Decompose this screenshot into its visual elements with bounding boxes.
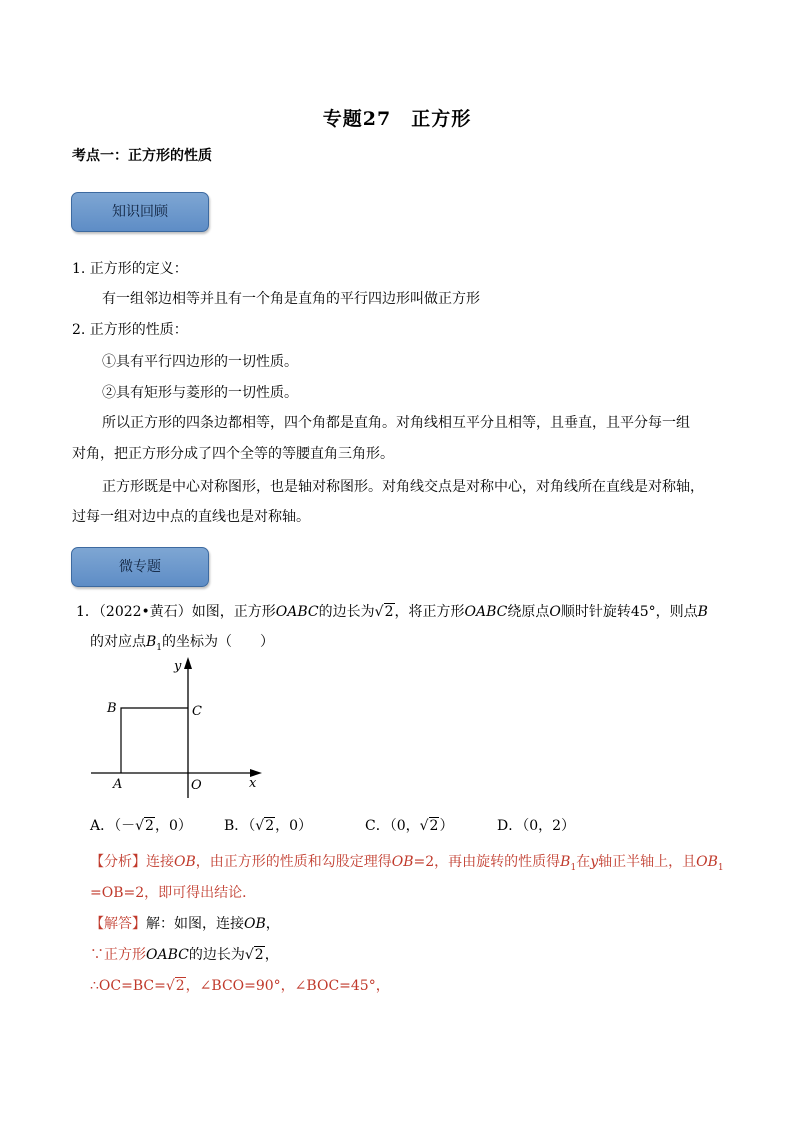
review-property-1: ①具有平行四边形的一切性质。 <box>102 354 298 370</box>
x-axis-label: x <box>249 776 257 791</box>
option-b[interactable]: B．（√2，0） <box>224 818 313 834</box>
analysis-line-2: =OB=2，即可得出结论． <box>90 885 257 901</box>
answer-line-3: ∴OC=BC=√2，∠BCO=90°，∠BOC=45°， <box>90 978 390 994</box>
option-c[interactable]: C．（0，√2） <box>365 818 454 834</box>
review-heading-definition: 1. 正方形的定义： <box>72 261 188 277</box>
micro-topic-button[interactable]: 微专题 <box>71 547 209 587</box>
point-c-label: C <box>192 704 202 719</box>
option-a[interactable]: A．（－√2，0） <box>90 818 192 834</box>
review-heading-properties: 2. 正方形的性质： <box>72 322 188 338</box>
review-property-2: ②具有矩形与菱形的一切性质。 <box>102 385 298 401</box>
y-axis-arrow <box>184 657 192 669</box>
problem-line-2: 的对应点$B_1$的坐标为（ ） <box>90 634 275 653</box>
point-a-label: A <box>113 777 123 792</box>
analysis-line-1: 【分析】连接OB，由正方形的性质和勾股定理得OB=2，再由旋转的性质得$B_1$在y轴正半轴上，且$OB_1$ <box>90 854 724 873</box>
coordinate-figure <box>85 655 275 805</box>
point-o-label: O <box>191 778 202 793</box>
section-heading: 考点一：正方形的性质 <box>72 148 212 164</box>
square-oabc <box>121 708 188 773</box>
point-b-label: B <box>107 701 117 716</box>
document-title: 专题27 正方形 <box>322 108 472 130</box>
knowledge-review-button[interactable]: 知识回顾 <box>71 192 209 232</box>
review-property-4b: 过每一组对边中点的直线也是对称轴。 <box>72 509 310 525</box>
answer-line-1: 【解答】解：如图，连接OB， <box>90 916 280 932</box>
option-d[interactable]: D．（0，2） <box>497 818 576 834</box>
review-property-3a: 所以正方形的四条边都相等，四个角都是直角。对角线相互平分且相等，且垂直，且平分每一组 <box>102 415 690 431</box>
review-property-4a: 正方形既是中心对称图形，也是轴对称图形。对角线交点是对称中心，对角线所在直线是对称轴， <box>102 479 704 495</box>
answer-line-2: ∵正方形OABC的边长为√2， <box>90 947 279 963</box>
review-definition: 有一组邻边相等并且有一个角是直角的平行四边形叫做正方形 <box>102 291 480 307</box>
review-property-3b: 对角，把正方形分成了四个全等的等腰直角三角形。 <box>72 446 394 462</box>
y-axis-label: y <box>174 659 182 674</box>
sqrt-2: √2 <box>374 604 394 620</box>
problem-line-1: 1．（2022•黄石）如图，正方形OABC的边长为√2，将正方形OABC绕原点O顺时针旋转45°，则点B <box>76 604 708 620</box>
